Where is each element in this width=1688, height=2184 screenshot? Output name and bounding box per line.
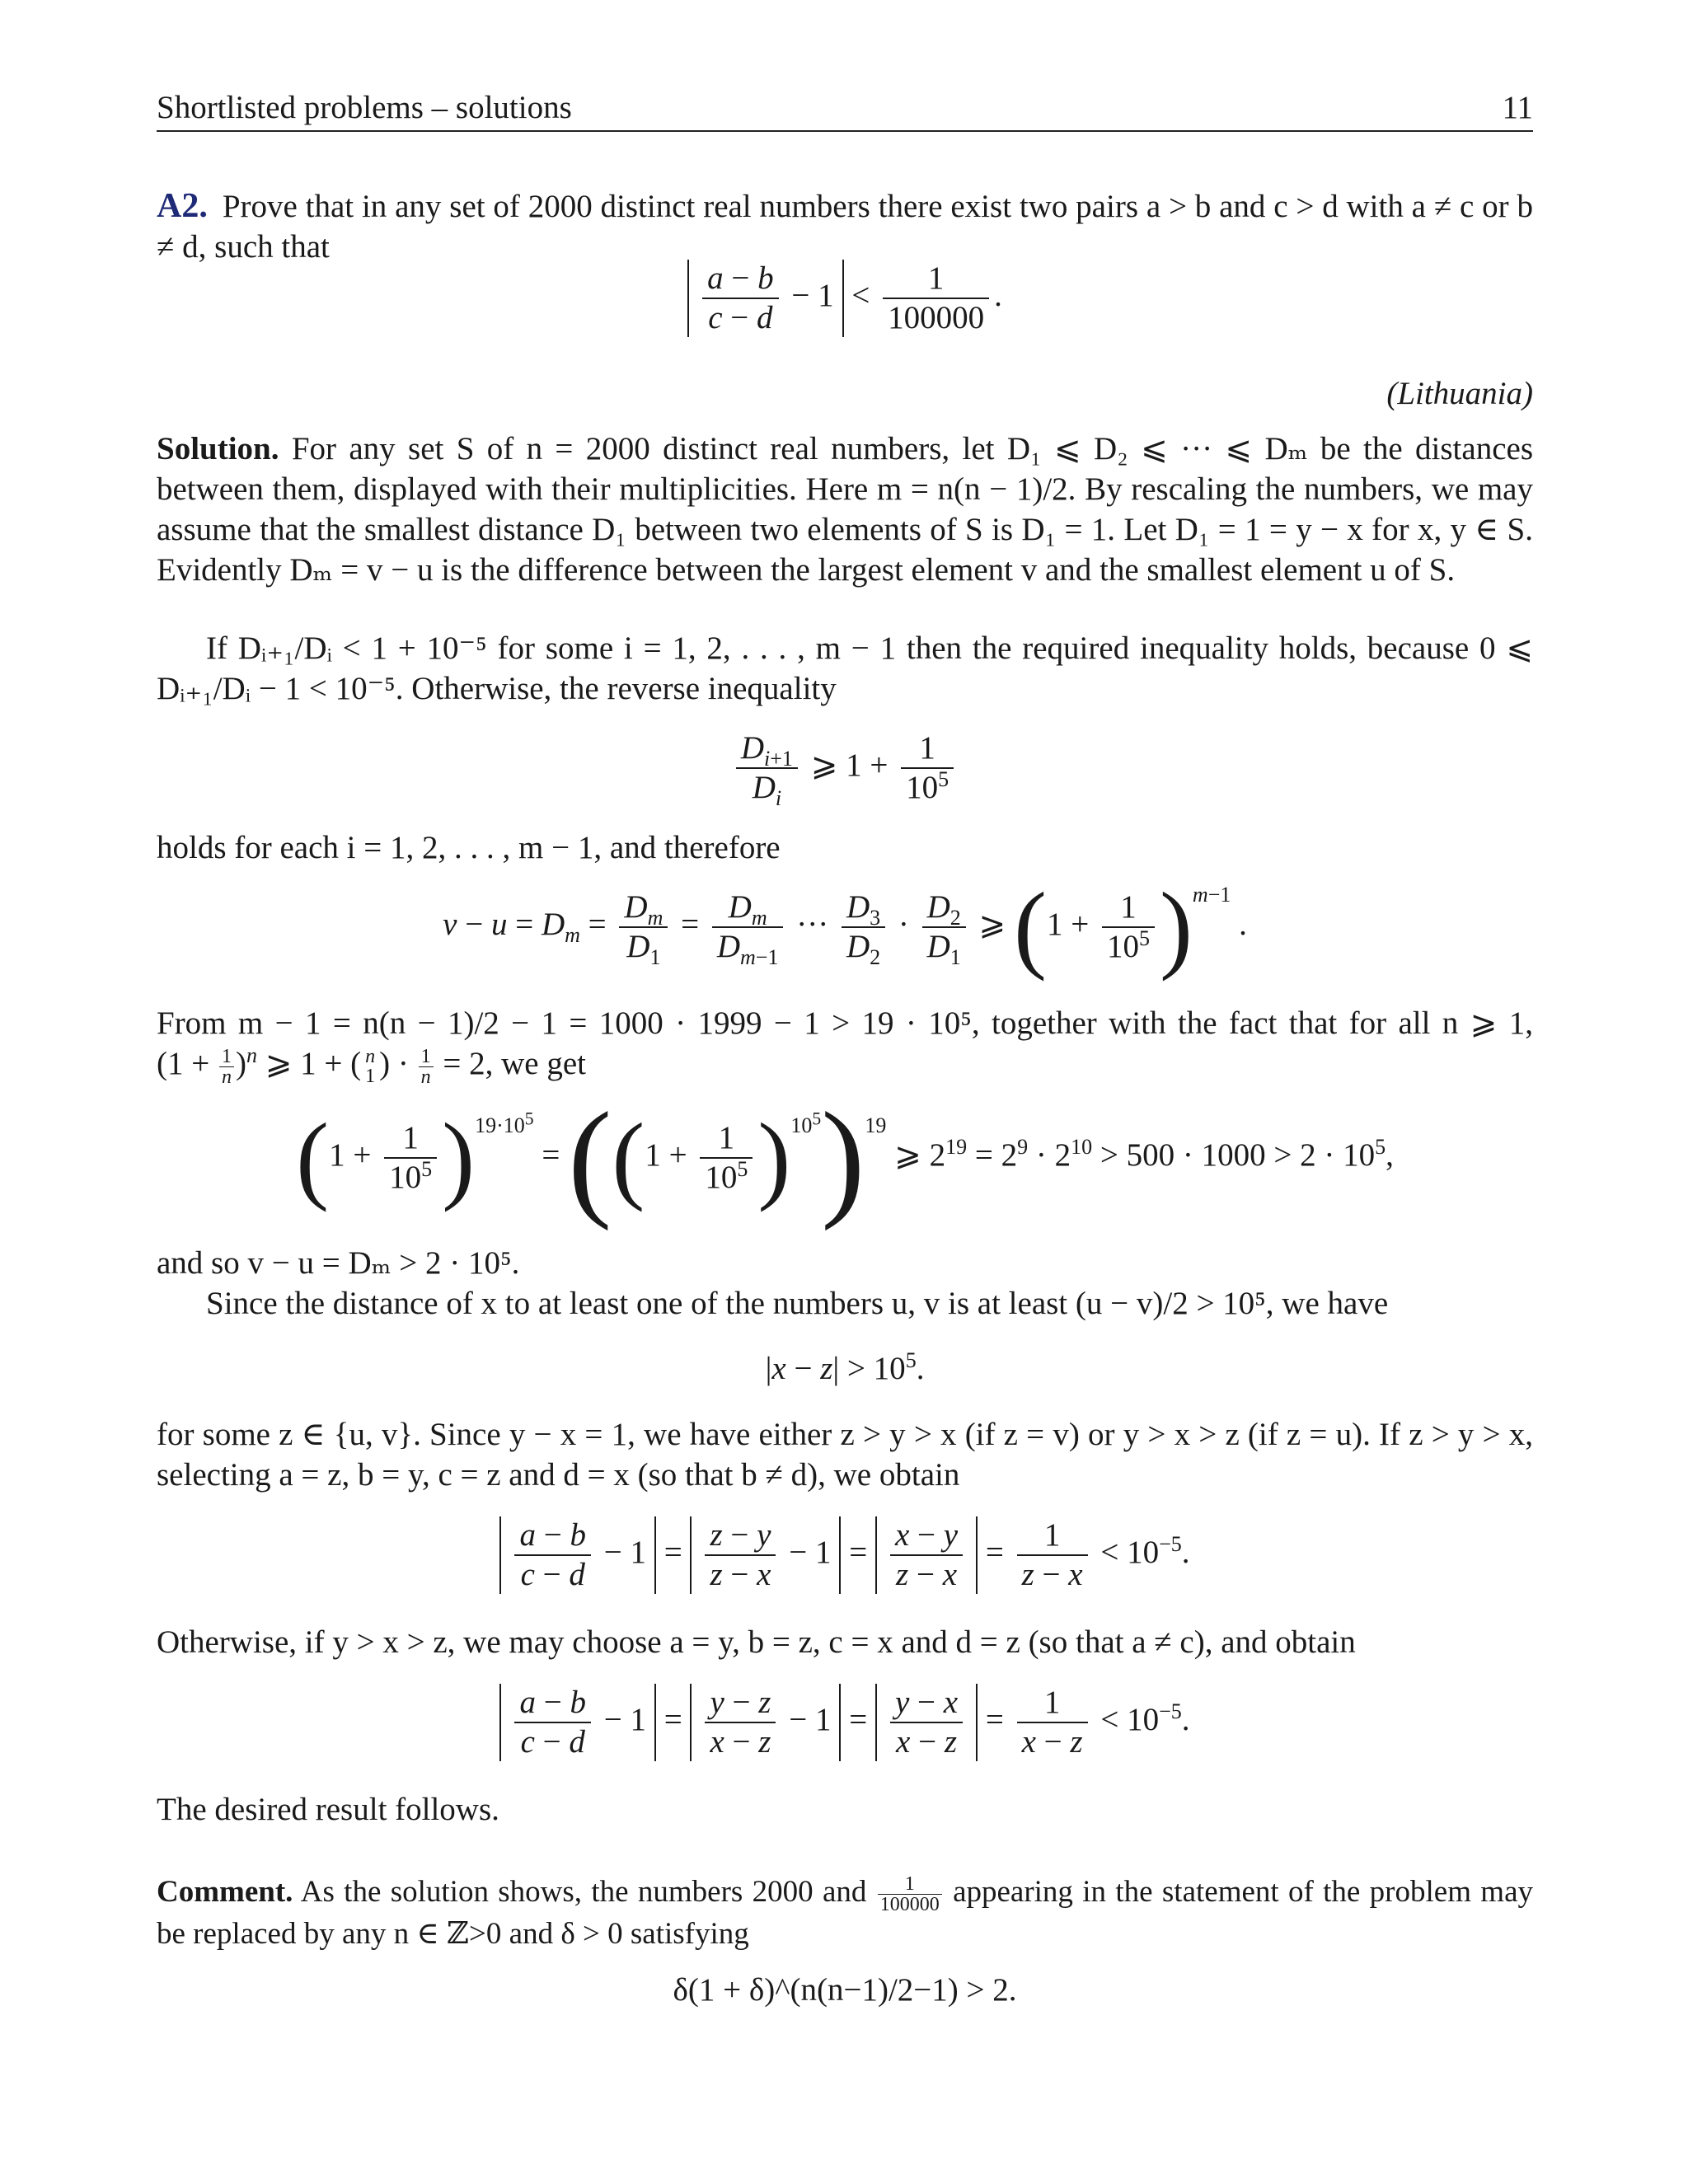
solution-p3-text: holds for each i = 1, 2, . . . , m − 1, and therefore	[157, 830, 781, 865]
solution-p7-text: for some z ∈ {u, v}. Since y − x = 1, we have either z > y > x (if z = v) or y > x > z (if z = u). If z > y > x, selecting a = z, b = y, c = z and d = x (so that b ≠ d), we obtain	[157, 1417, 1533, 1493]
solution-paragraph-4: From m − 1 = n(n − 1)/2 − 1 = 1000 · 1999 − 1 > 19 · 10⁵, together with the fact that for all n ⩾ 1, (1 + $\frac{1}{n}$ )$^n$ ⩾ 1 + ( n 1 ) · $\frac{1}{n}$ = 2, we get	[157, 1005, 1533, 1088]
page-number: 11	[1502, 90, 1533, 125]
solution-p5-text: and so v − u = Dₘ > 2 · 10⁵.	[157, 1245, 520, 1281]
solution-p6-text: Since the distance of x to at least one of the numbers u, v is at least (u − v)/2 > 10⁵, we have	[206, 1286, 1389, 1321]
problem-statement	[157, 186, 1533, 267]
distance-inequality: $|x - z| > 10^5$.	[765, 1348, 925, 1386]
power-bound: (1 + $\frac{1}{10^5}$ )$^{19\cdot 10^5}$ = ((1 + $\frac{1}{10^5}$ )$^{10^5}$)$^{19}$ ⩾ $2^{19} = 2^9 \cdot 2^{10} > 500 \cdot 1000 > 2 \cdot 10^5$,	[296, 1085, 1394, 1231]
comment-text-b: appearing in the statement of the problem may be replaced by any n ∈ ℤ>0 and δ > 0 satisfying	[157, 1875, 1534, 1952]
comment-paragraph: Comment. As the solution shows, the numbers 2000 and $\frac{1}{100000}$ appearing in the statement of the problem may be replaced by any n ∈ ℤ>0 and δ > 0 satisfying	[157, 1873, 1534, 1952]
final-equation: δ(1 + δ)^(n(n−1)/2−1) > 2.	[673, 1972, 1017, 2008]
solution-paragraph-6	[157, 1283, 1533, 1324]
solution-p1-text: For any set S of n = 2000 distinct real numbers, let D₁ ⩽ D₂ ⩽ ··· ⩽ Dₘ be the distances between them, displayed with their multiplicities. Here m = n(n − 1)/2. By rescaling the numbers, we may assume that the smallest distance D₁ between two elements of S is D₁ = 1. Let D₁ = 1 = y − x for x, y ∈ S. Evidently Dₘ = v − u is the difference between the largest element v and the smallest element u of S.	[157, 431, 1534, 588]
case-two-chain: $\frac{a - b}{c - d}$ − 1 = $\frac{y - z}{x - z}$ − 1 = $\frac{y - x}{x - z}$ = $\frac{1}{x - z}$ < $10^{-5}$.	[157, 1684, 1533, 1761]
header-title: Shortlisted problems – solutions	[157, 90, 572, 125]
solution-paragraph-5	[157, 1243, 1533, 1283]
comment-final-inequality	[157, 1970, 1533, 2010]
solution-p2-text: If Dᵢ₊₁/Dᵢ < 1 + 10⁻⁵ for some i = 1, 2, . . . , m − 1 then the required inequality holds, because 0 ⩽ Dᵢ₊₁/Dᵢ − 1 < 10⁻⁵. Otherwise, the reverse inequality	[157, 630, 1533, 706]
reverse-inequality: $\frac{D_{i+1}}{D_i}$ ⩾ 1 + $\frac{1}{10^5}$	[157, 729, 1533, 807]
case-one-chain: $\frac{a - b}{c - d}$ − 1 = $\frac{z - y}{z - x}$ − 1 = $\frac{x - y}{z - x}$ = $\frac{1}{z - x}$ < $10^{-5}$.	[157, 1516, 1533, 1594]
problem-label: A2.	[157, 187, 208, 225]
solution-paragraph-8	[157, 1622, 1533, 1662]
problem-text: Prove that in any set of 2000 distinct real numbers there exist two pairs a > b and c > d with a ≠ c or b ≠ d, such that	[157, 189, 1533, 265]
solution-paragraph-7	[157, 1414, 1533, 1495]
solution-paragraph-1	[157, 429, 1533, 590]
country-label: (Lithuania)	[1386, 376, 1533, 411]
comment-label: Comment.	[157, 1875, 293, 1909]
solution-p4b-text: we get	[501, 1046, 587, 1081]
solution-label: Solution.	[157, 431, 279, 466]
solution-p9-text: The desired result follows.	[157, 1792, 499, 1827]
comment-text-a: As the solution shows, the numbers 2000 and	[300, 1875, 867, 1909]
problem-inequality: $\frac{a - b}{c - d}$ − 1 < $\frac{1}{100000}$ .	[157, 260, 1533, 337]
solution-p4a-text: From m − 1 = n(n − 1)/2 − 1 = 1000 · 1999 − 1 > 19 · 10⁵, together with the fact that for all n ⩾ 1,	[157, 1005, 1533, 1041]
problem-country	[157, 373, 1533, 414]
running-header	[157, 87, 1533, 132]
telescoping-product: $v - u = D_m$ = $\frac{D_m}{D_1}$ = $\frac{D_m}{D_{m-1}}$ ··· $\frac{D_3}{D_2}$ · $\frac{D_2}{D_1}$ ⩾ (1 + $\frac{1}{10^5}$ )$^{m-1}$ .	[443, 872, 1247, 982]
solution-paragraph-3	[157, 827, 1533, 868]
solution-paragraph-9	[157, 1789, 1533, 1830]
solution-p8-text: Otherwise, if y > x > z, we may choose a = y, b = z, c = x and d = z (so that a ≠ c), and obtain	[157, 1624, 1356, 1660]
solution-paragraph-2	[157, 628, 1533, 709]
